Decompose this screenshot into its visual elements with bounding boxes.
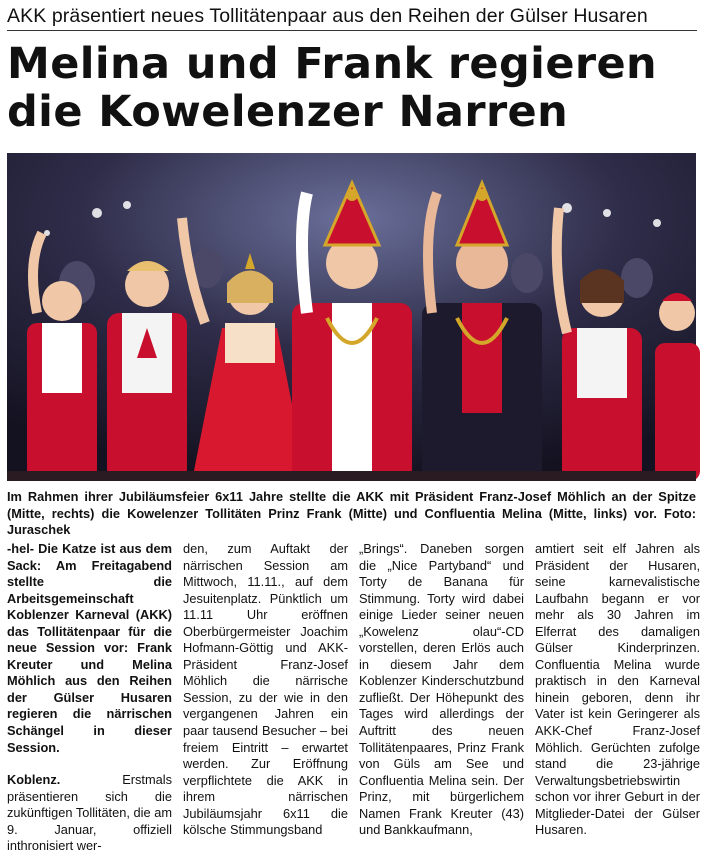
headline-line-1: Melina und Frank regieren [7, 39, 658, 89]
dateline: Koblenz. [7, 772, 61, 788]
photo-caption: Im Rahmen ihrer Jubiläumsfeier 6x11 Jahre stellte die AKK mit Präsident Franz-Josef Möhlich an der Spitze (Mitte, rechts) die Kowelenzer Tollitäten Prinz Frank (Mitte) und Confluentia Melina (Mitte, links) vor. Foto: Juraschek [7, 489, 696, 537]
kicker: AKK präsentiert neues Tollitätenpaar aus den Reihen der Gülser Husaren [7, 4, 697, 31]
article-column-1 [7, 541, 172, 854]
article-column-2-text: den, zum Auftakt der närrischen Session am Mittwoch, 11.11., auf dem Jesuitenplatz. Pünktlich um 11.11 Uhr eröffnen Oberbürgermeister Joachim Hofmann-Göttig und AKK-Präsident Franz-Josef Möhlich die närrische Session, zu der wie in den vergangenen Jahren ein paar tausend Besucher – bei freiem Eintritt – erwartet werden. Zur Eröffnung verpflichtete die AKK in ihrem närrischen Jubiläumsjahr 6x11 die kölsche Stimmungsband [183, 541, 348, 838]
article-body [7, 541, 700, 854]
article-column-3 [359, 541, 524, 838]
article-column-2 [183, 541, 348, 838]
headline-line-2: die Kowelenzer Narren [7, 87, 569, 137]
article-column-4 [535, 541, 700, 838]
article-column-3-text: „Brings“. Daneben sorgen die „Nice Partyband“ und Torty de Banana für Stimmung. Torty wird dabei einige Lieder seiner neuen „Kowelenz olau“-CD vorstellen, deren Erlös auch in diesem Jahr dem Koblenzer Kinderschutzbund zufließt. Der Höhepunkt des Tages wird allerdings der Auftritt des neuen Tollitätenpaares, Prinz Frank von Güls am See und Confluentia Melina sein. Der Prinz, mit bürgerlichem Namen Frank Kreuter (43) und Bankkaufmann, [359, 541, 524, 838]
article-column-1-text: Erstmals präsentieren sich die zukünftigen Tollitäten, die am 9. Januar, offiziell inthronisiert wer- [7, 772, 172, 854]
article-first-paragraph [7, 772, 172, 855]
headline [7, 40, 697, 136]
article-lead: -hel- Die Katze ist aus dem Sack: Am Freitagabend stellte die Arbeitsgemeinschaft Koblenzer Karneval (AKK) das Tollitätenpaar für die neue Session vor: Frank Kreuter und Melina Möhlich aus den Reihen der Gülser Husaren regieren die närrischen Schängel in dieser Session. [7, 541, 172, 755]
paragraph-gap [7, 756, 172, 772]
article-column-4-text: amtiert seit elf Jahren als Präsident der Husaren, seine karnevalistische Laufbahn begann er vor mehr als 30 Jahren im Elferrat des damaligen Gülser Kinderprinzen. Confluentia Melina wurde praktisch in den Karneval hinein geboren, denn ihr Vater ist kein Geringerer als AKK-Chef Franz-Josef Möhlich. Gerüchten zufolge stand die 23-jährige Verwaltungsbetriebswirtin schon vor ihrer Geburt in der Mitglieder-Datei der Gülser Husaren. [535, 541, 700, 838]
carnival-photo [7, 153, 696, 481]
